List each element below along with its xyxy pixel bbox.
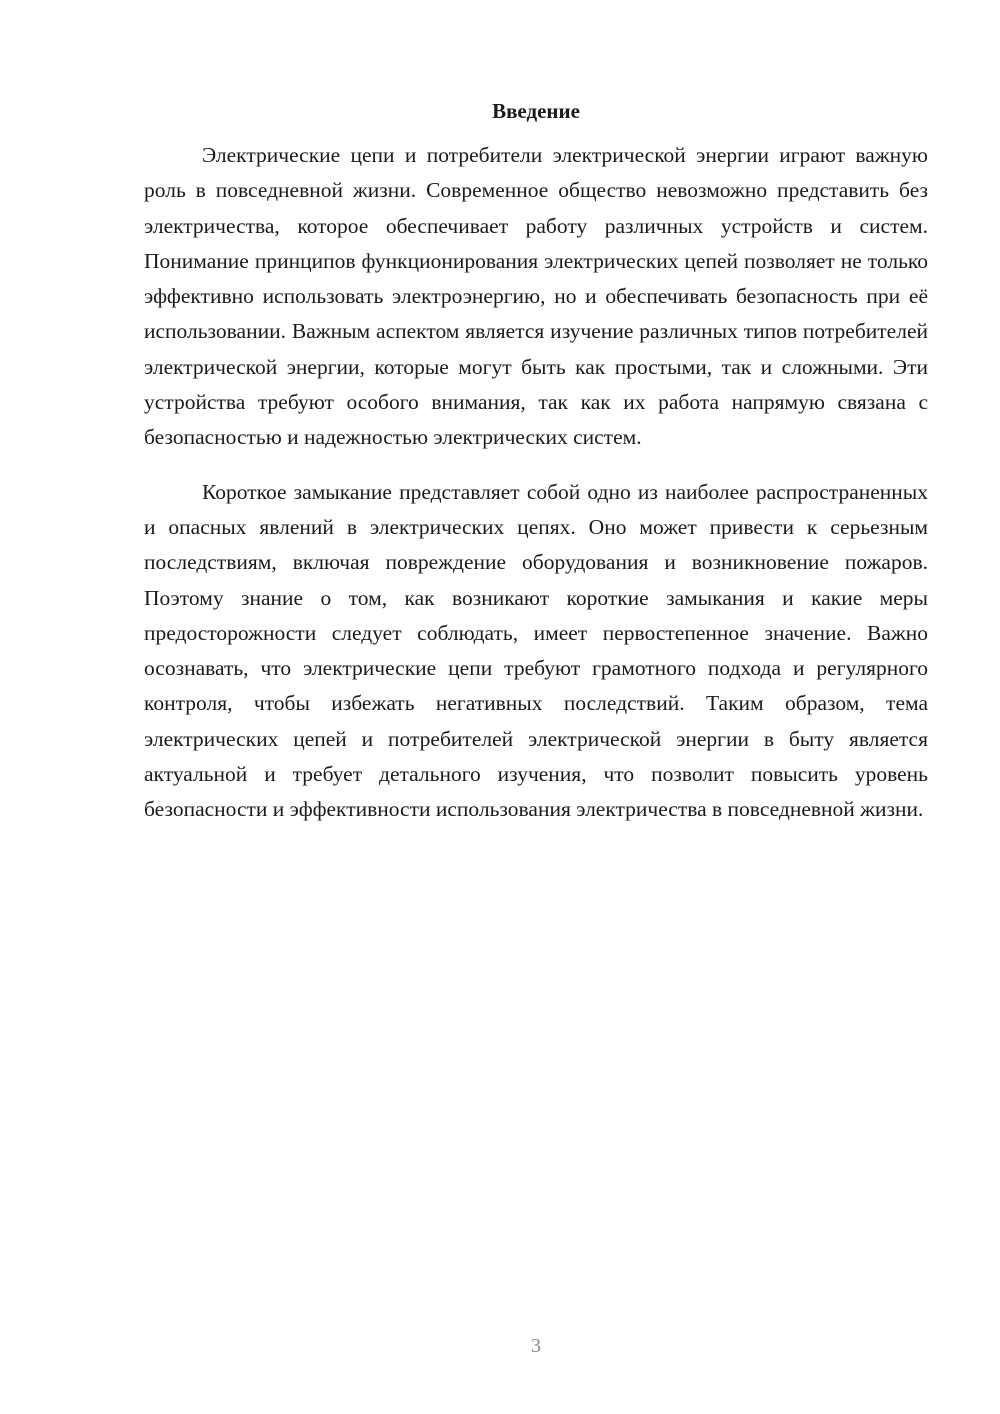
paragraph-short-circuit: Короткое замыкание представляет собой одно из наиболее распространенных и опасных явлений в электрических цепях. Оно может привести к серьезным последствиям, включая повреждение оборудования и возникновение пожаров. Поэтому знание о том, как возникают короткие замыкания и какие меры предосторожности следует соблюдать, имеет первостепенное значение. Важно осознавать, что электрические цепи требуют грамотного подхода и регулярного контроля, чтобы избежать негативных последствий. Таким образом, тема электрических цепей и потребителей электрической энергии в быту является актуальной и требует детального изучения, что позволит повысить уровень безопасности и эффективности использования электричества в повседневной жизни. (144, 479, 928, 822)
page-content (144, 96, 928, 828)
section-heading: Введение (492, 99, 580, 123)
page-number: 3 (531, 1335, 541, 1357)
paragraph-intro: Электрические цепи и потребители электрической энергии играют важную роль в повседневной жизни. Современное общество невозможно представить без электричества, которое обеспечивает работу различных устройств и систем. Понимание принципов функционирования электрических цепей позволяет не только эффективно использовать электроэнергию, но и обеспечивать безопасность при её использовании. Важным аспектом является изучение различных типов потребителей электрической энергии, которые могут быть как простыми, так и сложными. Эти устройства требуют особого внимания, так как их работа напрямую связана с безопасностью и надежностью электрических систем. (144, 143, 928, 450)
